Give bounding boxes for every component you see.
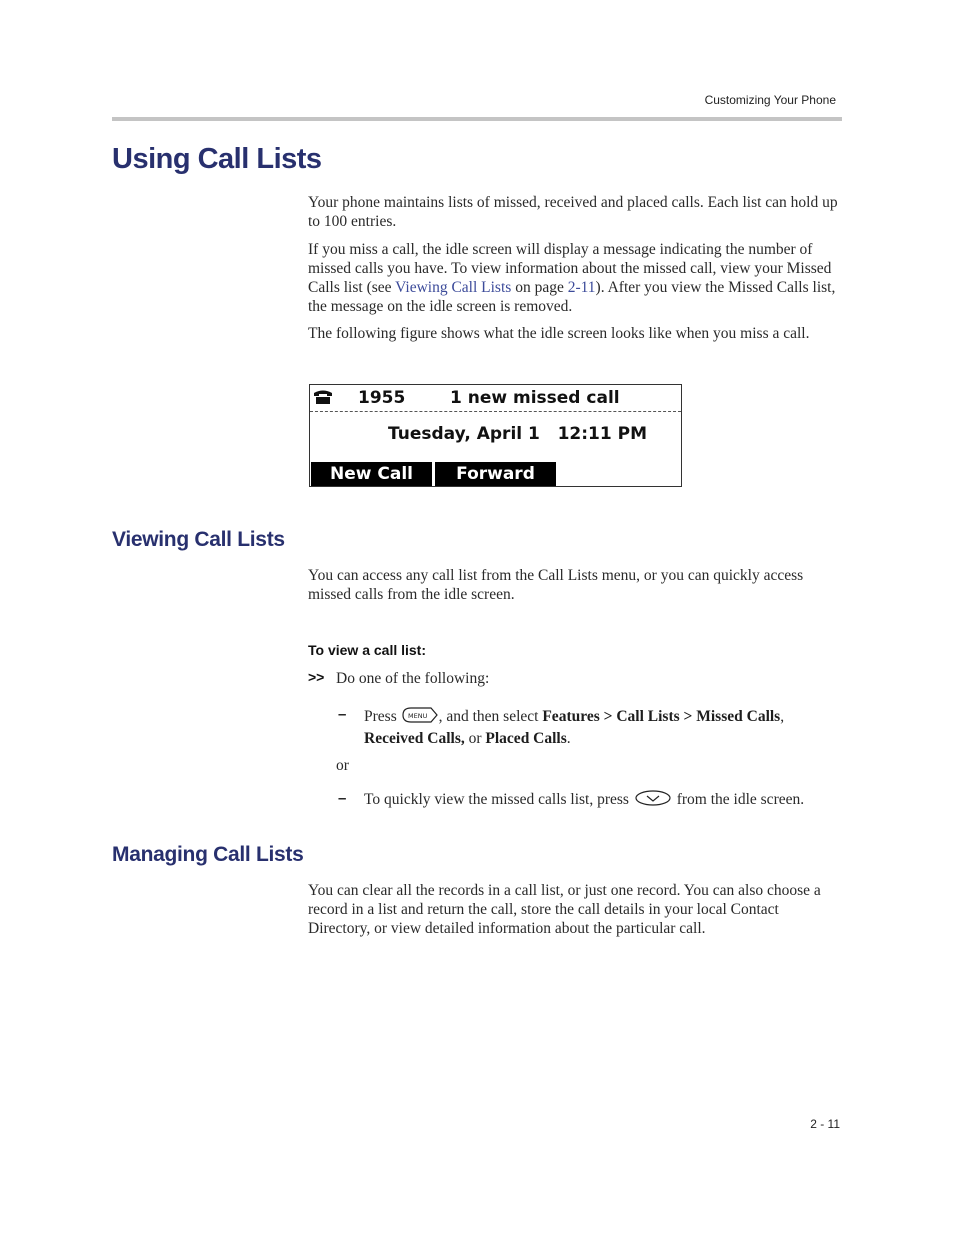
bullet-dash-1: – [338, 706, 347, 723]
line-number: 1955 [358, 388, 406, 408]
viewing-call-lists-link[interactable]: Viewing Call Lists [395, 279, 512, 296]
phone-handset-icon [313, 389, 333, 405]
option2-text-b: from the idle screen. [672, 791, 805, 809]
missed-call-message: 1 new missed call [450, 388, 620, 408]
option1-text-a: Press [364, 708, 401, 726]
menu-item-received-calls: Received Calls, [364, 730, 465, 747]
intro-paragraph: Your phone maintains lists of missed, received and placed calls. Each list can hold up to 100 entries. [308, 194, 838, 230]
menu-item-features: Features [542, 708, 600, 726]
step-marker: >> [308, 669, 325, 685]
softkey-forward[interactable]: Forward [435, 462, 556, 486]
menu-key-icon [401, 706, 439, 729]
page-number: 2 - 11 [810, 1117, 840, 1131]
menu-separator-1: > [599, 708, 617, 726]
figure-intro-paragraph: The following figure shows what the idle screen looks like when you miss a call. [308, 325, 810, 342]
running-header: Customizing Your Phone [704, 93, 836, 107]
para2-text-a: If you miss a call, the idle screen will display a message indicating the number of missed calls you have. To view information about the missed call, view your Missed Calls list (see [308, 241, 832, 296]
option1-or: or [464, 730, 486, 747]
menu-item-call-lists: Call Lists [616, 708, 680, 726]
menu-separator-2: > [679, 708, 697, 726]
phone-idle-screen-figure [309, 384, 682, 487]
procedure-heading: To view a call list: [308, 642, 427, 658]
option1-text-b: , and then select [438, 708, 543, 726]
para2-text-b: on page [511, 279, 568, 296]
option1-end: . [566, 730, 571, 747]
para2-text-c: ). After you view the Missed Calls list, the message on the idle screen is removed. [308, 279, 836, 315]
menu-key-label: MENU [407, 712, 427, 720]
menu-item-missed-calls: Missed Calls [696, 708, 781, 726]
select-key-icon [633, 790, 673, 811]
managing-paragraph: You can clear all the records in a call list, or just one record. You can also choose a record in a list and return the call, store the call details in your local Contact Directory, or view detailed information about the particular call. [308, 882, 821, 937]
bullet-dash-2: – [338, 790, 347, 807]
section-title-using-call-lists: Using Call Lists [112, 143, 322, 175]
date-time: Tuesday, April 1 12:11 PM [388, 424, 648, 444]
option1-comma: , [780, 708, 785, 726]
menu-item-placed-calls: Placed Calls [485, 730, 567, 747]
header-rule [112, 117, 842, 121]
step-text: Do one of the following: [336, 670, 490, 687]
section-title-viewing-call-lists: Viewing Call Lists [112, 528, 285, 551]
section-title-managing-call-lists: Managing Call Lists [112, 843, 304, 866]
option2-text-a: To quickly view the missed calls list, press [364, 791, 633, 809]
softkey-new-call[interactable]: New Call [311, 462, 432, 486]
missed-call-paragraph [308, 240, 843, 316]
option-quick-view [364, 790, 849, 811]
page-ref-link[interactable]: 2-11 [567, 279, 596, 296]
option-menu-path [364, 706, 834, 748]
or-text: or [336, 757, 349, 774]
viewing-paragraph: You can access any call list from the Call Lists menu, or you can quickly access missed calls from the idle screen. [308, 567, 804, 603]
